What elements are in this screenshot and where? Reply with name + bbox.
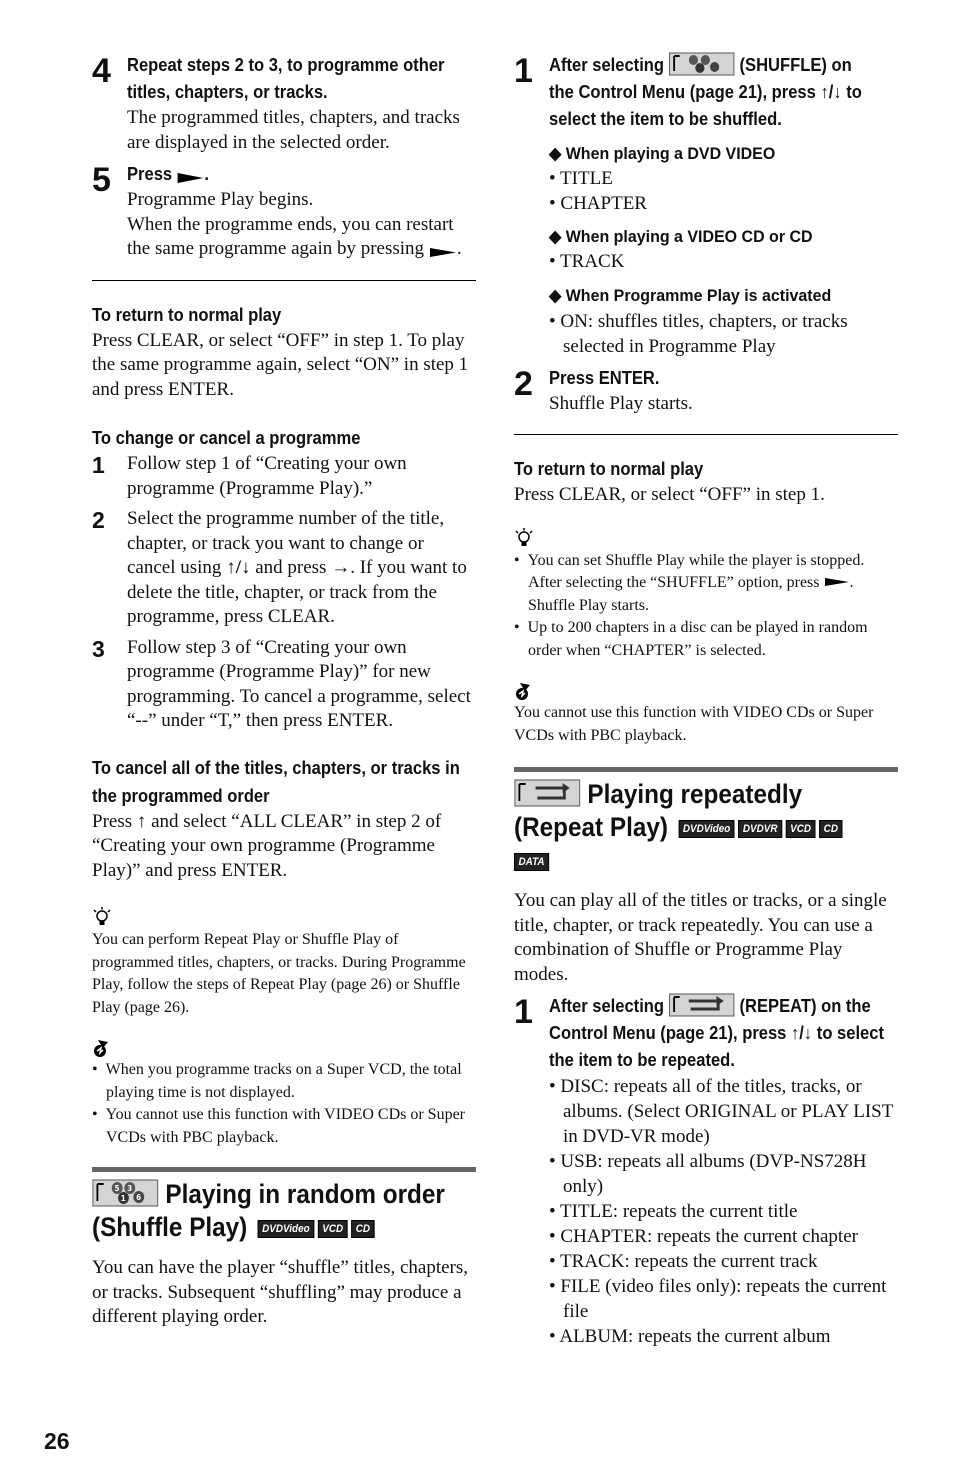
- page-number: 26: [44, 1428, 70, 1454]
- change-step-1: [92, 452, 476, 501]
- change-step-2: [92, 507, 476, 630]
- return-text: Press CLEAR, or select “OFF” in step 1.: [514, 484, 825, 505]
- section-text: You can play all of the titles or tracks, or a single title, chapter, or track repeatedly. You can use a combination of Shuffle or Programme Play modes.: [514, 890, 887, 985]
- shuffle-icon: [92, 1179, 159, 1207]
- up-down-arrow-icon: ↑/↓: [791, 1023, 813, 1043]
- tip-item: • Up to 200 chapters in a disc can be played in random order when “CHAPTER” is selected.: [514, 619, 868, 659]
- cancel-all-text: Press ↑ and select “ALL CLEAR” in step 2 of “Creating your own programme (Programme Play)” and press ENTER.: [92, 810, 442, 881]
- step-number: 5: [92, 161, 111, 199]
- up-down-arrow-icon: ↑/↓: [226, 557, 251, 578]
- step-5: [92, 161, 476, 262]
- tip-text: You can perform Repeat Play or Shuffle Play of programmed titles, chapters, or tracks. During Programme Play, follow the steps of Repeat Play (page 26) or Shuffle Play (page 26).: [92, 931, 466, 1016]
- list-item: • FILE (video files only): repeats the current file: [549, 1276, 887, 1322]
- return-text: Press CLEAR, or select “OFF” in step 1. To play the same programme again, select “ON” in step 1 and press ENTER.: [92, 329, 469, 400]
- step-text: When the programme ends, you can restart the same programme again by pressing .: [127, 213, 462, 259]
- tip-item: • You can set Shuffle Play while the player is stopped. After selecting the “SHUFFLE” option, press . Shuffle Play starts.: [514, 551, 865, 614]
- right-column: [514, 52, 898, 1355]
- note-icon: [92, 1039, 110, 1059]
- right-arrow-icon: →: [331, 557, 351, 578]
- play-icon: [177, 171, 205, 185]
- step-text: Programme Play begins.: [127, 189, 314, 210]
- step-4: [92, 52, 476, 155]
- change-title: To change or cancel a programme: [92, 428, 361, 448]
- shuffle-icon: [669, 52, 735, 76]
- list-item: • TRACK: repeats the current track: [549, 1251, 818, 1272]
- change-step-3: [92, 636, 476, 734]
- repeat-step-1: [514, 993, 898, 1349]
- section-title: Playing repeatedly (Repeat Play) DVDVideo DVDVR VCD CD DATA: [514, 778, 898, 877]
- repeat-icon: [669, 993, 735, 1017]
- list-item: • CHAPTER: repeats the current chapter: [549, 1226, 858, 1247]
- svg-text:6: 6: [136, 1192, 142, 1203]
- left-column: [92, 52, 476, 1330]
- list-item: • ALBUM: repeats the current album: [549, 1326, 831, 1347]
- step-title: Press ENTER.: [549, 367, 660, 388]
- list-item: • ON: shuffles titles, chapters, or tracks selected in Programme Play: [549, 310, 848, 357]
- step-number: 1: [92, 452, 105, 478]
- step-text: Follow step 1 of “Creating your own programme (Programme Play).”: [127, 453, 407, 499]
- list-item: • CHAPTER: [549, 192, 647, 214]
- shuffle-step-2: [514, 365, 898, 417]
- shuffle-section: [92, 1167, 476, 1330]
- up-arrow-icon: ↑: [136, 810, 147, 832]
- step-title: Press .: [127, 164, 209, 184]
- repeat-section: [514, 767, 898, 987]
- play-icon: [429, 246, 457, 259]
- section-title: 5 3 1 6 Playing in random order (Shuffle Play) DVDVideo VCD CD: [92, 1179, 445, 1242]
- badge-vcd: VCD: [318, 1220, 348, 1238]
- list-item: • TRACK: [549, 251, 625, 272]
- badge-dvd-video: DVDVideo: [258, 1220, 314, 1238]
- step-title: After selecting (SHUFFLE) on the Control Menu (page 21), press ↑/↓ to select the item to be shuffled.: [549, 52, 870, 133]
- step-text: Follow step 3 of “Creating your own programme (Programme Play)” for new programming. To cancel a programme, select “--” under “T,” then press ENTER.: [127, 636, 471, 731]
- badge-dvd-video: DVDVideo: [678, 820, 734, 838]
- divider: [92, 280, 476, 281]
- list-item: • DISC: repeats all of the titles, tracks, or albums. (Select ORIGINAL or PLAY LIST in DVD-VR mode): [549, 1076, 894, 1147]
- tip-icon: [514, 528, 534, 550]
- step-title: After selecting (REPEAT) on the Control Menu (page 21), press ↑/↓ to select the item to be repeated.: [549, 993, 896, 1074]
- list-item: • TITLE: [549, 168, 613, 189]
- tip-icon: [92, 907, 112, 929]
- dvd-subtitle: ◆ When playing a DVD VIDEO: [549, 144, 776, 163]
- svg-text:3: 3: [127, 1183, 133, 1194]
- step-number: 3: [92, 635, 105, 662]
- return-title: To return to normal play: [92, 304, 282, 325]
- section-text: You can have the player “shuffle” titles, chapters, or tracks. Subsequent “shuffling” may produce a different playing order.: [92, 1257, 469, 1327]
- svg-text:5: 5: [114, 1183, 120, 1194]
- return-title: To return to normal play: [514, 459, 704, 479]
- up-down-arrow-icon: ↑/↓: [820, 82, 842, 102]
- note-item: • You cannot use this function with VIDEO CDs or Super VCDs with PBC playback.: [92, 1106, 466, 1146]
- list-item: • USB: repeats all albums (DVP-NS728H only): [549, 1151, 867, 1197]
- step-number: 2: [514, 364, 533, 403]
- svg-text:1: 1: [120, 1193, 126, 1204]
- step-title: Repeat steps 2 to 3, to programme other titles, chapters, or tracks.: [127, 55, 445, 102]
- step-text: The programmed titles, chapters, and tracks are displayed in the selected order.: [127, 107, 460, 153]
- step-text: Select the programme number of the title, chapter, or track you want to change or cancel using ↑/↓ and press →. If you want to delete the title, chapter, or track from the programme, press CLEAR.: [127, 508, 467, 627]
- note-text: You cannot use this function with VIDEO CDs or Super VCDs with PBC playback.: [514, 704, 874, 744]
- divider: [514, 434, 898, 435]
- cancel-all-title: To cancel all of the titles, chapters, or tracks in the programmed order: [92, 757, 460, 806]
- step-text: Shuffle Play starts.: [549, 392, 693, 414]
- badge-data: DATA: [514, 853, 549, 871]
- vcd-subtitle: ◆ When playing a VIDEO CD or CD: [549, 227, 813, 246]
- badge-dvd-vr: DVDVR: [738, 820, 782, 838]
- badge-cd: CD: [819, 820, 842, 838]
- play-icon: [824, 576, 850, 588]
- shuffle-step-1: [514, 52, 898, 133]
- repeat-icon: [514, 779, 581, 807]
- step-number: 1: [514, 52, 533, 90]
- note-icon: [514, 682, 532, 702]
- list-item: • TITLE: repeats the current title: [549, 1201, 798, 1222]
- step-number: 1: [514, 993, 533, 1031]
- badge-cd: CD: [351, 1220, 374, 1238]
- step-number: 2: [92, 507, 105, 533]
- badge-vcd: VCD: [786, 820, 816, 838]
- note-item: • When you programme tracks on a Super VCD, the total playing time is not displayed.: [92, 1061, 462, 1101]
- programme-subtitle: ◆ When Programme Play is activated: [549, 285, 832, 305]
- step-number: 4: [92, 52, 111, 90]
